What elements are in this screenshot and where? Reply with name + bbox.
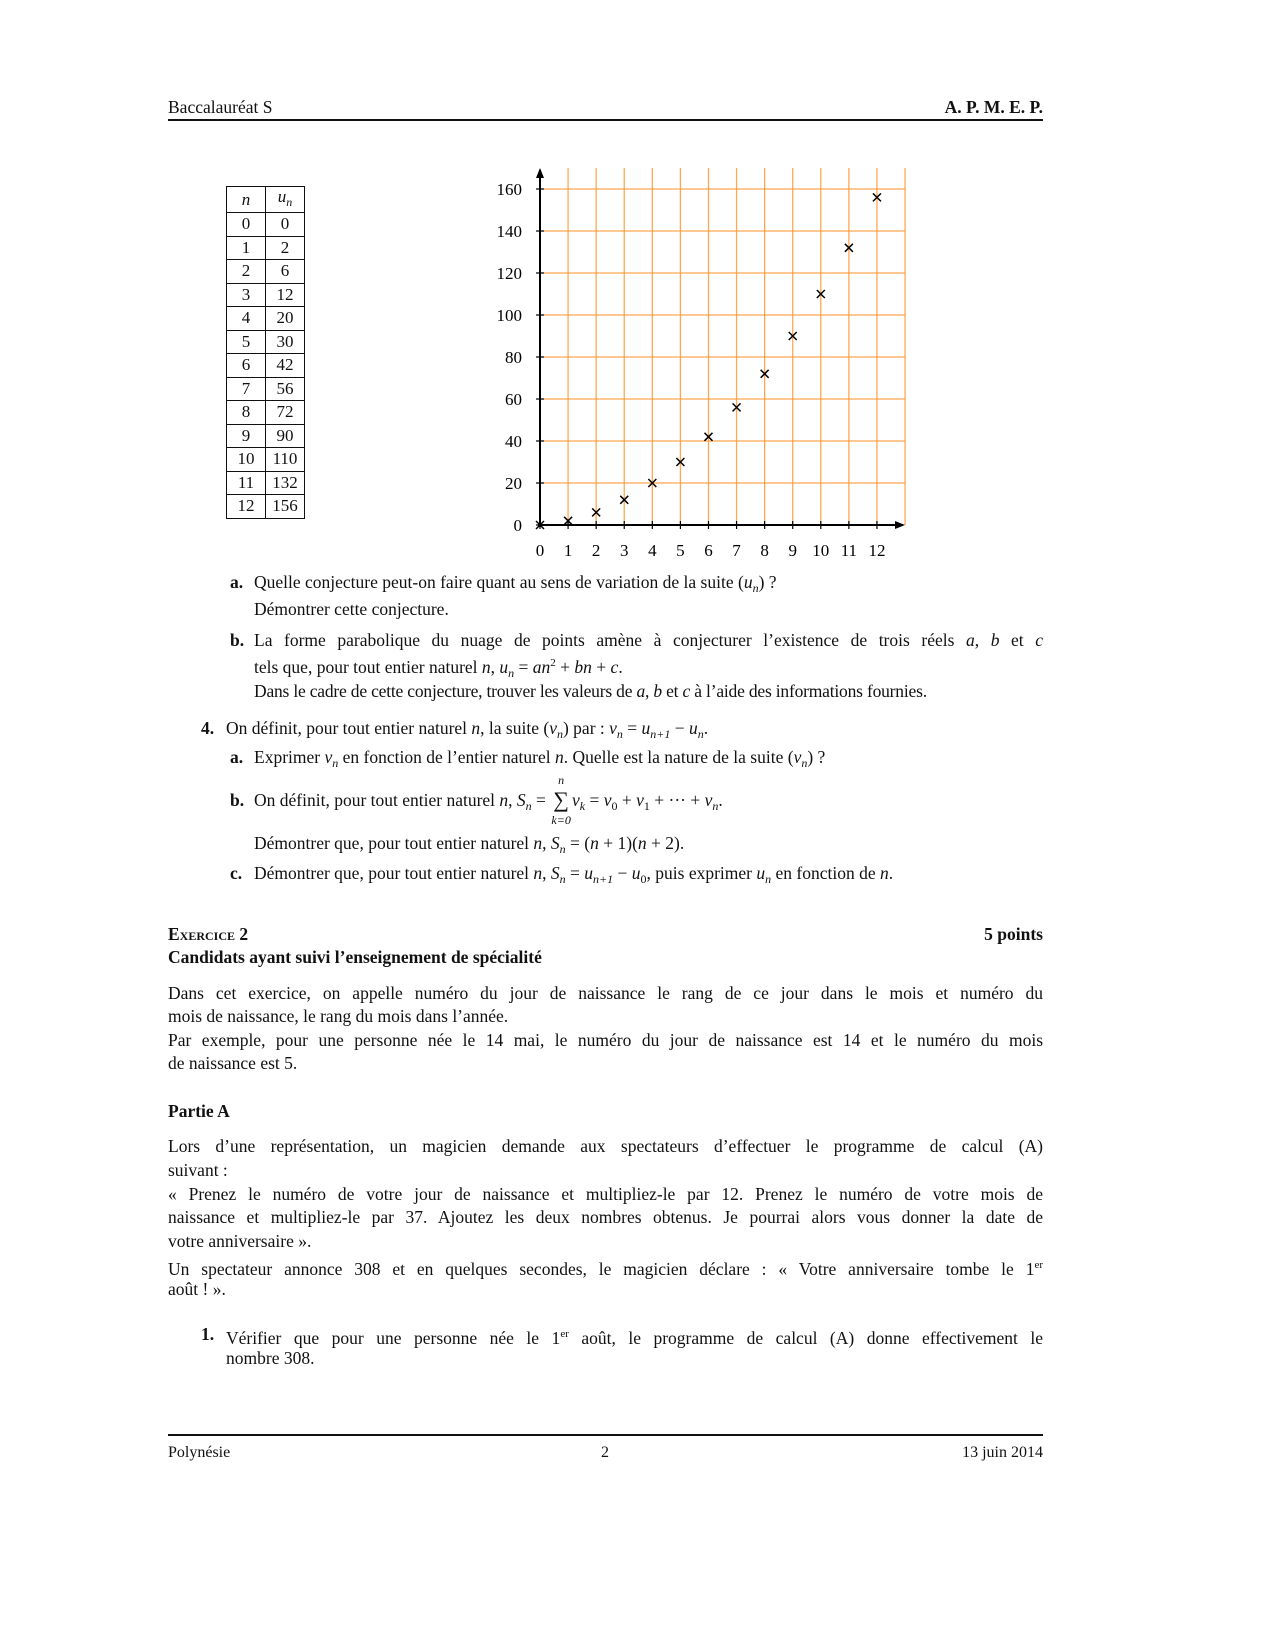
text-segment: suivant : (168, 1160, 228, 1180)
table-row (227, 283, 305, 307)
values-table (226, 186, 305, 519)
math-symbol: u (641, 718, 651, 738)
math-symbol: n (525, 799, 532, 813)
question-label: b. (230, 630, 245, 650)
text-segment: . Quelle est la nature de la suite ( (563, 747, 794, 767)
text-segment: ) ? (807, 747, 826, 767)
math-symbol: n (471, 718, 481, 738)
cell-un: 12 (266, 283, 305, 307)
text-segment: à l’aide des informations fournies. (690, 681, 927, 701)
x-tick-label: 6 (704, 541, 713, 560)
text-segment: = (622, 718, 642, 738)
text-segment: Quelle conjecture peut-on faire quant au sens de variation de la suite ( (254, 572, 744, 592)
text-segment: et (999, 630, 1036, 650)
text-segment: , (542, 863, 551, 883)
text-line (168, 1159, 228, 1181)
text-segment: ) par : (562, 718, 610, 738)
text-segment: et (661, 681, 683, 701)
cell-n: 3 (227, 283, 266, 307)
math-symbol: n (559, 872, 566, 886)
math-symbol: n (533, 863, 543, 883)
text-segment: , (645, 681, 654, 701)
math-symbol: n (481, 657, 491, 677)
y-tick-label: 0 (513, 516, 522, 535)
math-symbol: u (584, 863, 594, 883)
text-segment: Dans cet exercice, on appelle numéro du jour de naissance le rang de ce jour dans le mois et numéro du (168, 983, 1043, 1003)
text-segment: Lors d’une représentation, un magicien demande aux spectateurs d’effectuer le programme de calcul (A) (168, 1136, 1043, 1156)
cell-un: 6 (266, 260, 305, 284)
text-segment: On définit, pour tout entier naturel (226, 718, 472, 738)
math-symbol: n+1 (593, 872, 614, 886)
cell-un: 110 (266, 448, 305, 472)
text-line (168, 1005, 508, 1027)
y-tick-label: 120 (496, 264, 522, 283)
summation-symbol (551, 773, 571, 827)
header-n: n (227, 187, 266, 213)
text-segment: + (617, 790, 637, 810)
math-symbol: b (653, 681, 662, 701)
question-label: c. (230, 863, 243, 883)
question-label: 4. (201, 718, 215, 738)
cell-un: 30 (266, 330, 305, 354)
text-segment: = (565, 863, 585, 883)
math-symbol: c (1035, 630, 1044, 650)
text-segment: er (1034, 1259, 1043, 1271)
text-segment: = ( (565, 833, 591, 853)
table-row (227, 401, 305, 425)
table-row (227, 330, 305, 354)
math-symbol: v (603, 790, 612, 810)
math-symbol: n (508, 666, 515, 680)
text-segment: . (888, 863, 894, 883)
text-line (168, 982, 1043, 1004)
text-segment: + (555, 657, 575, 677)
text-line (168, 946, 542, 968)
cell-n: 7 (227, 377, 266, 401)
math-symbol: 1 (643, 799, 650, 813)
math-symbol: a (966, 630, 975, 650)
table-row (227, 471, 305, 495)
scatter-chart (480, 160, 920, 570)
text-segment: Un spectateur annonce 308 et en quelques secondes, le magicien déclare : « Votre anniversaire tombe le 1 (168, 1259, 1035, 1279)
text-line (168, 1254, 1043, 1280)
text-line (168, 1278, 226, 1300)
text-segment: La forme parabolique du nuage de points amène à conjecturer l’existence de trois réels (254, 630, 966, 650)
math-symbol: c (682, 681, 691, 701)
text-line (230, 571, 777, 599)
text-line (254, 598, 449, 620)
text-line (254, 680, 927, 702)
math-symbol: bn (574, 657, 592, 677)
math-symbol: S (550, 833, 560, 853)
cell-n: 9 (227, 424, 266, 448)
table-header-row (227, 187, 305, 213)
text-line (226, 1347, 314, 1369)
text-line (168, 1230, 311, 1252)
cell-un: 42 (266, 354, 305, 378)
math-symbol: n (556, 727, 563, 741)
text-line (230, 629, 1044, 651)
math-symbol: k (579, 799, 586, 813)
math-symbol: n (590, 833, 599, 853)
text-segment: , (974, 630, 991, 650)
y-tick-label: 20 (505, 474, 522, 493)
text-segment: . (703, 718, 709, 738)
text-segment: + 1)( (598, 833, 638, 853)
header-rule (168, 119, 1043, 121)
math-symbol: n+1 (650, 727, 671, 741)
y-tick-label: 140 (496, 222, 522, 241)
math-symbol: v (549, 718, 557, 738)
math-symbol: v (571, 790, 580, 810)
math-symbol: v (324, 747, 333, 767)
math-symbol: an (532, 657, 551, 677)
footer-date: 13 juin 2014 (962, 1444, 1043, 1461)
math-symbol: b (990, 630, 1000, 650)
text-segment: Vérifier que pour une personne née le 1 (226, 1328, 561, 1348)
math-symbol: n (533, 833, 543, 853)
math-symbol: n (554, 747, 564, 767)
text-segment: , (542, 833, 551, 853)
exercise-points: 5 points (984, 924, 1043, 944)
text-segment: « Prenez le numéro de votre jour de naissance et multipliez-le par 12. Prenez le numéro de votre mois de (168, 1184, 1043, 1204)
text-segment: , (508, 790, 517, 810)
text-line (168, 1183, 1043, 1205)
math-symbol: n (765, 872, 772, 886)
header-u: u (277, 187, 287, 206)
y-tick-label: 100 (496, 306, 522, 325)
text-segment: = (531, 790, 551, 810)
table-row (227, 213, 305, 237)
text-segment: er (560, 1328, 569, 1340)
x-tick-label: 11 (840, 541, 858, 560)
text-segment: en fonction de l’entier naturel (338, 747, 555, 767)
sigma: ∑ (553, 787, 569, 812)
math-symbol: 0 (611, 799, 618, 813)
text-segment: , la suite ( (480, 718, 550, 738)
cell-un: 2 (266, 236, 305, 260)
text-line (168, 1100, 230, 1122)
cell-un: 56 (266, 377, 305, 401)
math-symbol: n (752, 581, 759, 595)
text-segment: Exercice 2 (168, 924, 249, 944)
table-row (227, 495, 305, 519)
text-segment: nombre 308. (226, 1348, 315, 1368)
cell-un: 72 (266, 401, 305, 425)
y-tick-label: 40 (505, 432, 522, 451)
text-segment: + 2). (646, 833, 685, 853)
text-segment: ) ? (758, 572, 777, 592)
text-line (201, 717, 709, 745)
x-axis-arrow (895, 521, 905, 529)
cell-n: 12 (227, 495, 266, 519)
text-segment: Par exemple, pour une personne née le 14 mai, le numéro du jour de naissance est 14 et le numéro du mois (168, 1030, 1043, 1050)
math-symbol: n (801, 756, 808, 770)
text-segment: Démontrer que, pour tout entier naturel (254, 863, 534, 883)
table-row (227, 377, 305, 401)
table-row (227, 307, 305, 331)
x-tick-label: 3 (619, 541, 629, 560)
table-row (227, 354, 305, 378)
cell-n: 8 (227, 401, 266, 425)
x-tick-label: 12 (868, 541, 886, 560)
math-symbol: v (793, 747, 802, 767)
text-line (168, 1029, 1043, 1051)
text-segment: . (618, 657, 623, 677)
text-segment: − (670, 718, 690, 738)
math-symbol: n (332, 756, 339, 770)
text-segment: 2 (550, 657, 556, 669)
cell-n: 0 (227, 213, 266, 237)
cell-n: 11 (227, 471, 266, 495)
math-symbol: u (743, 572, 753, 592)
math-symbol: v (609, 718, 617, 738)
question-label: b. (230, 790, 245, 810)
text-segment: naissance et multipliez-le par 37. Ajoutez les deux nombres obtenus. Je pourrai alors vous donner la date de (168, 1207, 1043, 1227)
footer-left: Polynésie (168, 1444, 231, 1461)
x-tick-label: 2 (591, 541, 601, 560)
cell-un: 132 (266, 471, 305, 495)
math-symbol: n (559, 842, 566, 856)
text-line (168, 1052, 297, 1074)
sum-lower-bound: k=0 (551, 813, 571, 827)
text-segment: de naissance est 5. (168, 1053, 298, 1073)
x-tick-label: 4 (648, 541, 657, 560)
text-segment: = (585, 790, 604, 810)
header-u-sub: n (286, 195, 293, 209)
question-label: a. (230, 747, 244, 767)
cell-n: 2 (227, 260, 266, 284)
math-symbol: n (499, 790, 509, 810)
header-un (266, 187, 305, 213)
cell-un: 156 (266, 495, 305, 519)
math-symbol: u (689, 718, 698, 738)
table-row (227, 424, 305, 448)
question-label: a. (230, 572, 244, 592)
math-symbol: n (712, 799, 719, 813)
text-segment: − (613, 863, 632, 883)
text-segment: en fonction de (771, 863, 880, 883)
math-symbol: n (879, 863, 889, 883)
text-segment: Partie A (168, 1101, 230, 1121)
text-segment: août, le programme de calcul (A) donne effectivement le (568, 1328, 1043, 1348)
table-row (227, 448, 305, 472)
cell-un: 20 (266, 307, 305, 331)
math-symbol: c (610, 657, 619, 677)
text-segment: = (514, 657, 533, 677)
math-symbol: n (637, 833, 647, 853)
x-tick-label: 1 (563, 541, 573, 560)
math-symbol: n (697, 727, 704, 741)
text-line (230, 862, 894, 890)
table-row (227, 260, 305, 284)
math-symbol: v (636, 790, 644, 810)
text-segment: votre anniversaire ». (168, 1231, 312, 1251)
x-tick-label: 8 (760, 541, 769, 560)
text-line (230, 773, 723, 827)
cell-n: 1 (227, 236, 266, 260)
question-label: 1. (201, 1324, 215, 1344)
text-segment: + ··· + (649, 790, 705, 810)
text-line (254, 832, 684, 860)
math-symbol: S (550, 863, 560, 883)
y-axis-arrow (536, 168, 544, 178)
math-symbol: a (636, 681, 646, 701)
math-symbol: u (756, 863, 766, 883)
text-segment: + (591, 657, 611, 677)
text-line (230, 746, 826, 774)
text-segment: mois de naissance, le rang du mois dans l’année. (168, 1006, 509, 1026)
text-segment: , puis exprimer (646, 863, 757, 883)
header-left: Baccalauréat S (168, 97, 273, 117)
math-symbol: 0 (640, 872, 647, 886)
x-tick-label: 10 (812, 541, 830, 560)
y-tick-label: 60 (505, 390, 522, 409)
cell-un: 90 (266, 424, 305, 448)
x-tick-label: 9 (788, 541, 797, 560)
cell-un: 0 (266, 213, 305, 237)
sum-upper-bound: n (558, 773, 565, 787)
text-segment: Exprimer (254, 747, 325, 767)
cell-n: 10 (227, 448, 266, 472)
x-tick-label: 5 (676, 541, 685, 560)
table-row (227, 236, 305, 260)
y-tick-label: 160 (496, 180, 522, 199)
y-tick-label: 80 (505, 348, 522, 367)
x-tick-label: 0 (535, 541, 545, 560)
text-segment: . (718, 790, 723, 810)
header-right: A. P. M. E. P. (944, 97, 1043, 117)
text-segment: Candidats ayant suivi l’enseignement de spécialité (168, 947, 542, 967)
text-segment: tels que, pour tout entier naturel (254, 657, 482, 677)
text-segment: Démontrer que, pour tout entier naturel (254, 833, 534, 853)
math-symbol: u (631, 863, 641, 883)
math-symbol: S (516, 790, 526, 810)
text-segment: Dans le cadre de cette conjecture, trouver les valeurs de (254, 681, 637, 701)
page-number: 2 (601, 1444, 609, 1461)
math-symbol: u (499, 657, 509, 677)
math-symbol: n (616, 727, 623, 741)
text-segment: Démontrer cette conjecture. (254, 599, 449, 619)
x-tick-label: 7 (732, 541, 741, 560)
text-segment: , (490, 657, 500, 677)
cell-n: 5 (227, 330, 266, 354)
text-line (201, 1323, 1043, 1349)
math-symbol: v (704, 790, 713, 810)
text-segment: août ! ». (168, 1279, 226, 1299)
text-line (168, 1206, 1043, 1228)
text-line (168, 1135, 1043, 1157)
cell-n: 6 (227, 354, 266, 378)
footer-rule (168, 1434, 1043, 1436)
text-line (168, 923, 248, 945)
cell-n: 4 (227, 307, 266, 331)
text-segment: On définit, pour tout entier naturel (254, 790, 500, 810)
